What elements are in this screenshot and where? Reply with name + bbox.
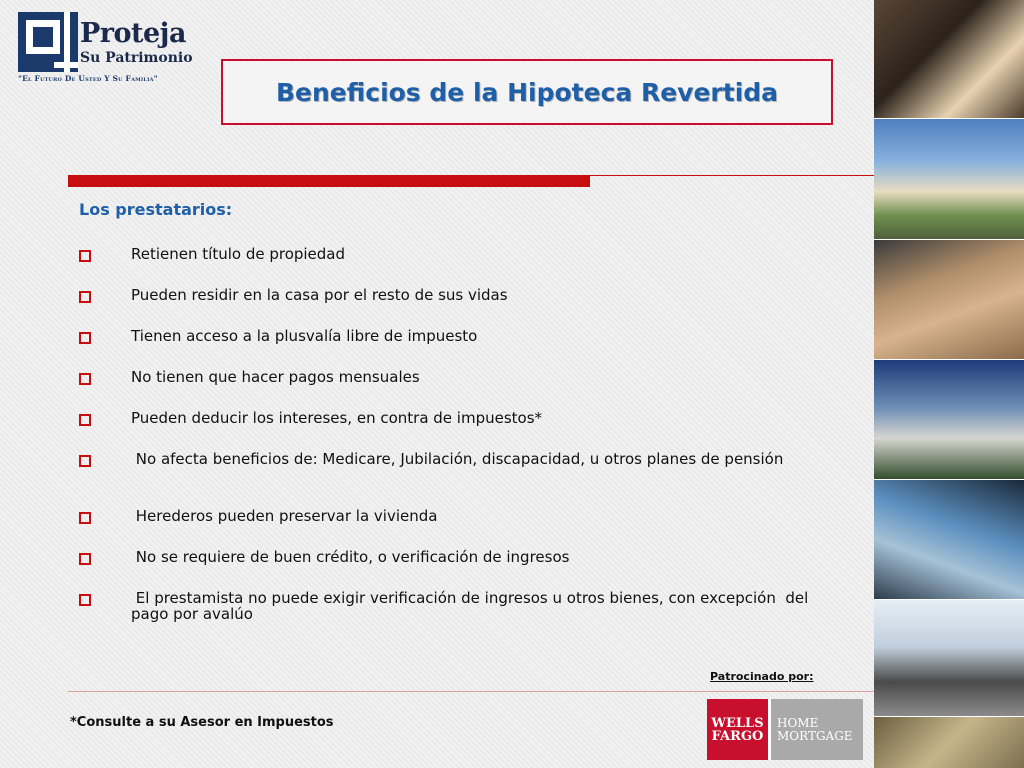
wf-line1: WELLS xyxy=(711,715,764,731)
bullet-item xyxy=(79,508,839,549)
bullet-text: Pueden deducir los intereses, en contra de impuestos* xyxy=(131,409,543,427)
bullet-text: No se requiere de buen crédito, o verificación de ingresos xyxy=(131,548,570,566)
bullet-item xyxy=(79,287,839,328)
sponsor-label: Patrocinado por: xyxy=(710,670,814,683)
bullet-item xyxy=(79,369,839,410)
square-bullet-icon xyxy=(79,512,91,524)
footnote: *Consulte a su Asesor en Impuestos xyxy=(70,715,334,730)
logo-subname: Su Patrimonio xyxy=(80,50,193,66)
red-rule-thin xyxy=(590,175,874,176)
photo-strip xyxy=(874,0,1024,768)
photo-classroom xyxy=(874,600,1024,717)
photo-money xyxy=(874,717,1024,768)
photo-houses xyxy=(874,119,1024,240)
bullet-item xyxy=(79,246,839,287)
proteja-logo xyxy=(18,12,193,92)
title-box xyxy=(221,59,833,125)
wells-fargo-home-mortgage-logo xyxy=(707,699,863,760)
square-bullet-icon xyxy=(79,332,91,344)
square-bullet-icon xyxy=(79,250,91,262)
home-mortgage-mark xyxy=(771,699,863,760)
wf-line2: FARGO xyxy=(711,728,764,744)
bullet-list xyxy=(79,246,839,647)
square-bullet-icon xyxy=(79,291,91,303)
bullet-text: Tienen acceso a la plusvalía libre de impuesto xyxy=(131,327,478,345)
bullet-text: El prestamista no puede exigir verificación de ingresos u otros bienes, con excepción del pago por avalúo xyxy=(131,589,814,623)
photo-surgeons xyxy=(874,480,1024,600)
bullet-item xyxy=(79,451,839,508)
bullet-item xyxy=(79,410,839,451)
photo-meeting xyxy=(874,0,1024,119)
bottom-rule xyxy=(68,691,874,692)
photo-construction xyxy=(874,240,1024,360)
wf-line3: HOME xyxy=(777,715,819,730)
wf-line4: MORTGAGE xyxy=(777,728,853,743)
square-bullet-icon xyxy=(79,594,91,606)
bullet-text: No afecta beneficios de: Medicare, Jubilación, discapacidad, u otros planes de pensión xyxy=(131,450,784,468)
bullet-item xyxy=(79,549,839,590)
square-bullet-icon xyxy=(79,373,91,385)
photo-capitol xyxy=(874,360,1024,480)
bullet-item xyxy=(79,328,839,369)
bullet-item xyxy=(79,590,839,647)
square-bullet-icon xyxy=(79,455,91,467)
bullet-text: Pueden residir en la casa por el resto de sus vidas xyxy=(131,286,508,304)
bullet-text: Herederos pueden preservar la vivienda xyxy=(131,507,438,525)
square-bullet-icon xyxy=(79,414,91,426)
slide-title: Beneficios de la Hipoteca Revertida xyxy=(275,77,779,107)
wells-fargo-mark xyxy=(707,699,768,760)
bullet-text: Retienen título de propiedad xyxy=(131,245,346,263)
logo-name: Proteja xyxy=(80,18,186,49)
logo-tagline: "El Futuro De Usted Y Su Familia" xyxy=(18,74,158,83)
red-rule-thick xyxy=(68,175,590,187)
logo-mark-icon xyxy=(18,12,78,72)
subtitle: Los prestatarios: xyxy=(79,200,233,219)
square-bullet-icon xyxy=(79,553,91,565)
bullet-text: No tienen que hacer pagos mensuales xyxy=(131,368,420,386)
